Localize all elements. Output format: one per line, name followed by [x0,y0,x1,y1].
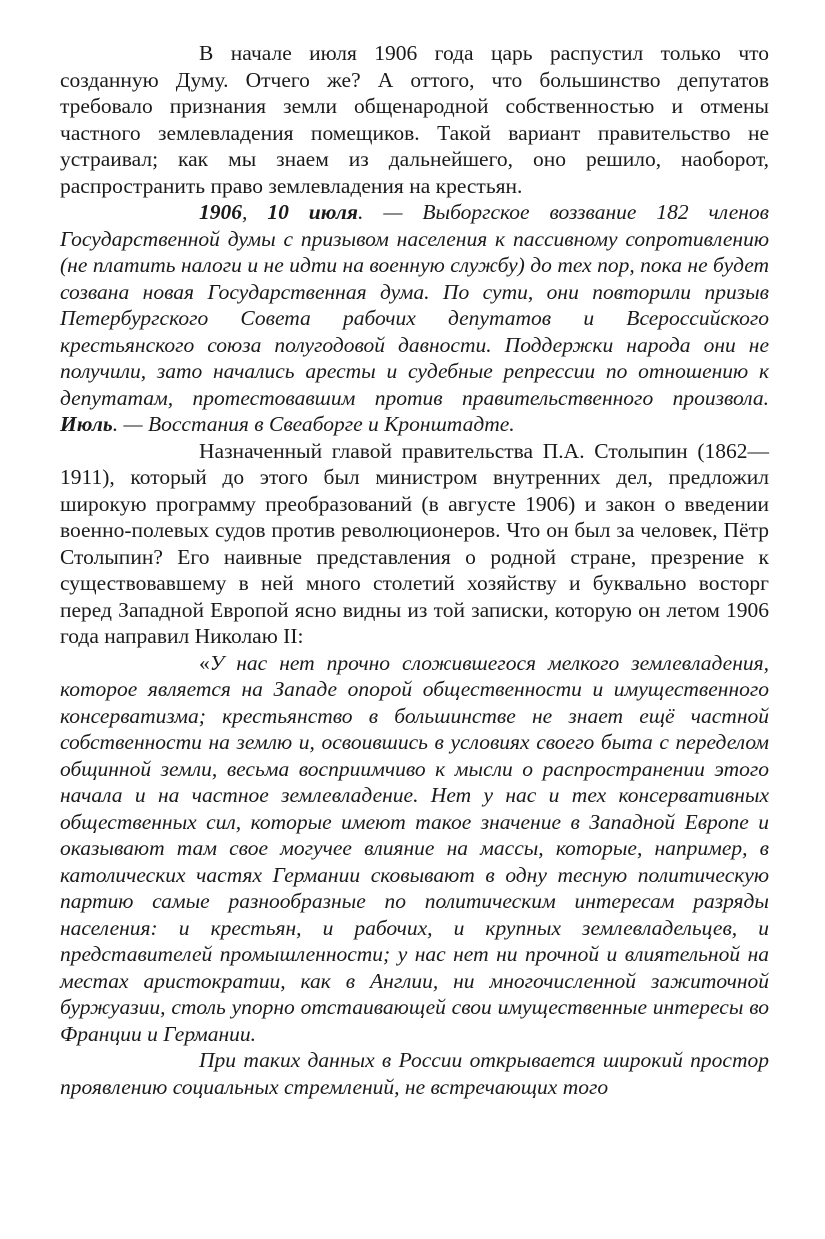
vyborg-appeal-text: . — Выборгское воззвание 182 членов Государственной думы с призывом населения к пассивному сопротивлению (не платить налоги и не идти на военную службу) до тех пор, пока не будет созвана новая Государственная дума. По сути, они повторили призыв Петербургского Совета рабочих депутатов и Всероссийского крестьянского союза полугодовой давности. Поддержки народа они не получили, зато начались аресты и судебные репрессии по отношению к депутатам, протестовавшим против правительственного произвола. [60,200,769,410]
date-day: 10 июля [267,200,358,224]
date-july: Июль [60,412,113,436]
paragraph-stolypin: Назначенный главой правительства П.А. Столыпин (1862—1911), который до этого был министром внутренних дел, предложил широкую программу преобразований (в августе 1906) и закон о введении военно-полевых судов против революционеров. Что он был за человек, Пётр Столыпин? Его наивные представления о родной стране, презрение к существовавшему в ней много столетий хозяйству и буквально восторг перед Западной Европой ясно видны из той записки, которую он летом 1906 года направил Николаю II: [60,438,769,648]
document-page [60,40,769,1100]
quote-text: У нас нет прочно сложившегося мелкого землевладения, которое является на Западе опорой общественности и имущественного консерватизма; крестьянство в большинстве не знает ещё частной собственности на землю и, освоившись в условиях своего быта с переделом общинной земли, весьма восприимчиво к мысли о распространении этого начала и на частное землевладение. Нет у нас и тех консервативных общественных сил, которые имеют такое значение в Западной Европе и оказывают там свое могучее влияние на массы, которые, например, в католических частях Германии сковывают в одну тесную политическую партию самые разнообразные по политическим интересам разряды населения: и крестьян, и рабочих, и крупных землевладельцев, и представителей промышленности; у нас нет ни прочной и влиятельной на местах аристократии, как в Англии, ни многочисленной зажиточной буржуазии, столь упорно отстаивающей свои имущественные интересы во Франции и Германии. [60,650,769,1046]
paragraph-duma-dissolution: В начале июля 1906 года царь распустил только что созданную Думу. Отчего же? А оттого, что большинство депутатов требовало признания земли общенародной собственностью и отмены частного землевладения помещиков. Такой вариант правительство не устраивал; как мы знаем из дальнейшего, оно решило, наоборот, распространить право землевладения на крестьян. [60,41,769,198]
uprisings-text: . — Восстания в Свеаборге и Кронштадте. [112,412,515,436]
paragraph-vyborg-appeal [60,199,769,438]
quote-open-mark: « [199,650,210,675]
paragraph-stolypin-quote [60,650,769,1048]
date-year: 1906 [199,200,242,224]
date-separator: , [242,200,268,224]
paragraph-quote-continuation: При таких данных в России открывается широкий простор проявлению социальных стремлений, не встречающих того [60,1048,769,1099]
